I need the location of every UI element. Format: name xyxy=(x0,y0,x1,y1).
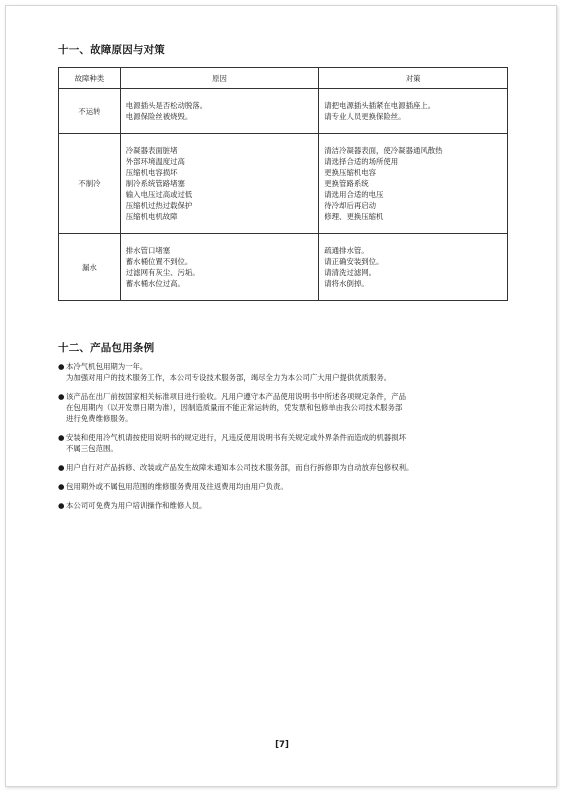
solution-line: 请将水倒掉。 xyxy=(324,279,369,288)
fault-type-cell: 漏水 xyxy=(59,234,121,301)
header-solution: 对策 xyxy=(319,68,508,89)
bullet-icon: ● xyxy=(58,362,65,371)
cause-line: 电源保险丝被烧毁。 xyxy=(125,112,193,121)
solution-line: 请选用合适的电压 xyxy=(324,190,384,199)
table-row xyxy=(59,89,508,134)
page-number: [7] xyxy=(275,740,289,750)
bullet-icon: ● xyxy=(58,501,65,510)
term-line: 在包用期内（以开发票日期为准），因制造质量而不能正常运转的，凭发票和包修单由我公司技术服务部 xyxy=(66,403,403,412)
solution-line: 请专业人员更换保险丝。 xyxy=(324,112,406,121)
fault-table xyxy=(58,67,508,301)
section-title-troubleshooting: 十一、故障原因与对策 xyxy=(58,44,165,56)
list-item xyxy=(58,462,508,473)
cause-line: 输入电压过高或过低 xyxy=(125,190,193,199)
table-row xyxy=(59,134,508,234)
cause-line: 排水管口堵塞 xyxy=(125,246,171,255)
solution-line: 清洁冷凝器表面，使冷凝器通风散热 xyxy=(324,146,443,155)
cause-line: 电源插头是否松动脱落。 xyxy=(125,101,208,110)
cause-line: 压缩机电容损坏 xyxy=(125,168,178,177)
cause-line: 过滤网有灰尘、污垢。 xyxy=(125,268,200,277)
cause-line: 压缩机电机故障 xyxy=(125,212,178,221)
bullet-icon: ● xyxy=(58,463,65,472)
cause-cell xyxy=(120,89,318,134)
cause-line: 制冷系统管路堵塞 xyxy=(125,179,185,188)
list-item xyxy=(58,481,508,492)
solution-line: 疏通排水管。 xyxy=(324,246,369,255)
solution-cell xyxy=(319,234,508,301)
term-line: 进行免费维修服务。 xyxy=(66,414,133,423)
cause-line: 蓄水桶位置不到位。 xyxy=(125,257,193,266)
solution-line: 请选择合适的场所使用 xyxy=(324,157,399,166)
table-header-row xyxy=(59,68,508,89)
solution-line: 待冷却后再启动 xyxy=(324,201,377,210)
fault-type-cell: 不运转 xyxy=(59,89,121,134)
cause-line: 冷凝器表面脏堵 xyxy=(125,146,178,155)
section-title-warranty: 十二、产品包用条例 xyxy=(58,342,155,354)
solution-line: 请正确安装到位。 xyxy=(324,257,384,266)
term-line: 安装和使用冷气机请按使用说明书的规定进行，凡违反使用说明书有关规定或外界条件而造成的机器损坏 xyxy=(66,433,406,442)
solution-cell xyxy=(319,134,508,234)
bullet-icon: ● xyxy=(58,392,65,401)
list-item xyxy=(58,500,508,511)
term-line: 为加强对用户的技术服务工作，本公司专设技术服务部，竭尽全力为本公司广大用户提供优质服务。 xyxy=(66,373,392,382)
warranty-terms-list xyxy=(58,361,508,519)
list-item xyxy=(58,391,508,424)
bullet-icon: ● xyxy=(58,482,65,491)
term-line: 本冷气机包用期为一年。 xyxy=(66,362,148,371)
solution-cell xyxy=(319,89,508,134)
header-fault-type: 故障种类 xyxy=(59,68,121,89)
fault-type-cell: 不制冷 xyxy=(59,134,121,234)
solution-line: 修理、更换压缩机 xyxy=(324,212,384,221)
header-cause: 原因 xyxy=(120,68,318,89)
solution-line: 更换压缩机电容 xyxy=(324,168,377,177)
cause-cell xyxy=(120,134,318,234)
term-line: 包用期外或不属包用范围的维修服务费用及往返费用均由用户负责。 xyxy=(66,482,288,491)
solution-line: 请把电源插头插紧在电源插座上。 xyxy=(324,101,436,110)
cause-line: 压缩机过热过载保护 xyxy=(125,201,193,210)
bullet-icon: ● xyxy=(58,433,65,442)
term-line: 用户自行对产品拆修、改装或产品发生故障未通知本公司技术服务部，而自行拆修即为自动放弃包修权利。 xyxy=(66,463,414,472)
term-line: 本公司可免费为用户培训操作和维修人员。 xyxy=(66,501,207,510)
solution-line: 更换管路系统 xyxy=(324,179,369,188)
list-item xyxy=(58,361,508,383)
term-line: 该产品在出厂前按国家相关标准项目进行验收。凡用户遵守本产品使用说明书中所述各项规定条件，产品 xyxy=(66,392,406,401)
list-item xyxy=(58,432,508,454)
cause-cell xyxy=(120,234,318,301)
table-row xyxy=(59,234,508,301)
solution-line: 请清洗过滤网。 xyxy=(324,268,377,277)
term-line: 不属三包范围。 xyxy=(66,444,118,453)
cause-line: 外部环境温度过高 xyxy=(125,157,185,166)
cause-line: 蓄水桶水位过高。 xyxy=(125,279,185,288)
